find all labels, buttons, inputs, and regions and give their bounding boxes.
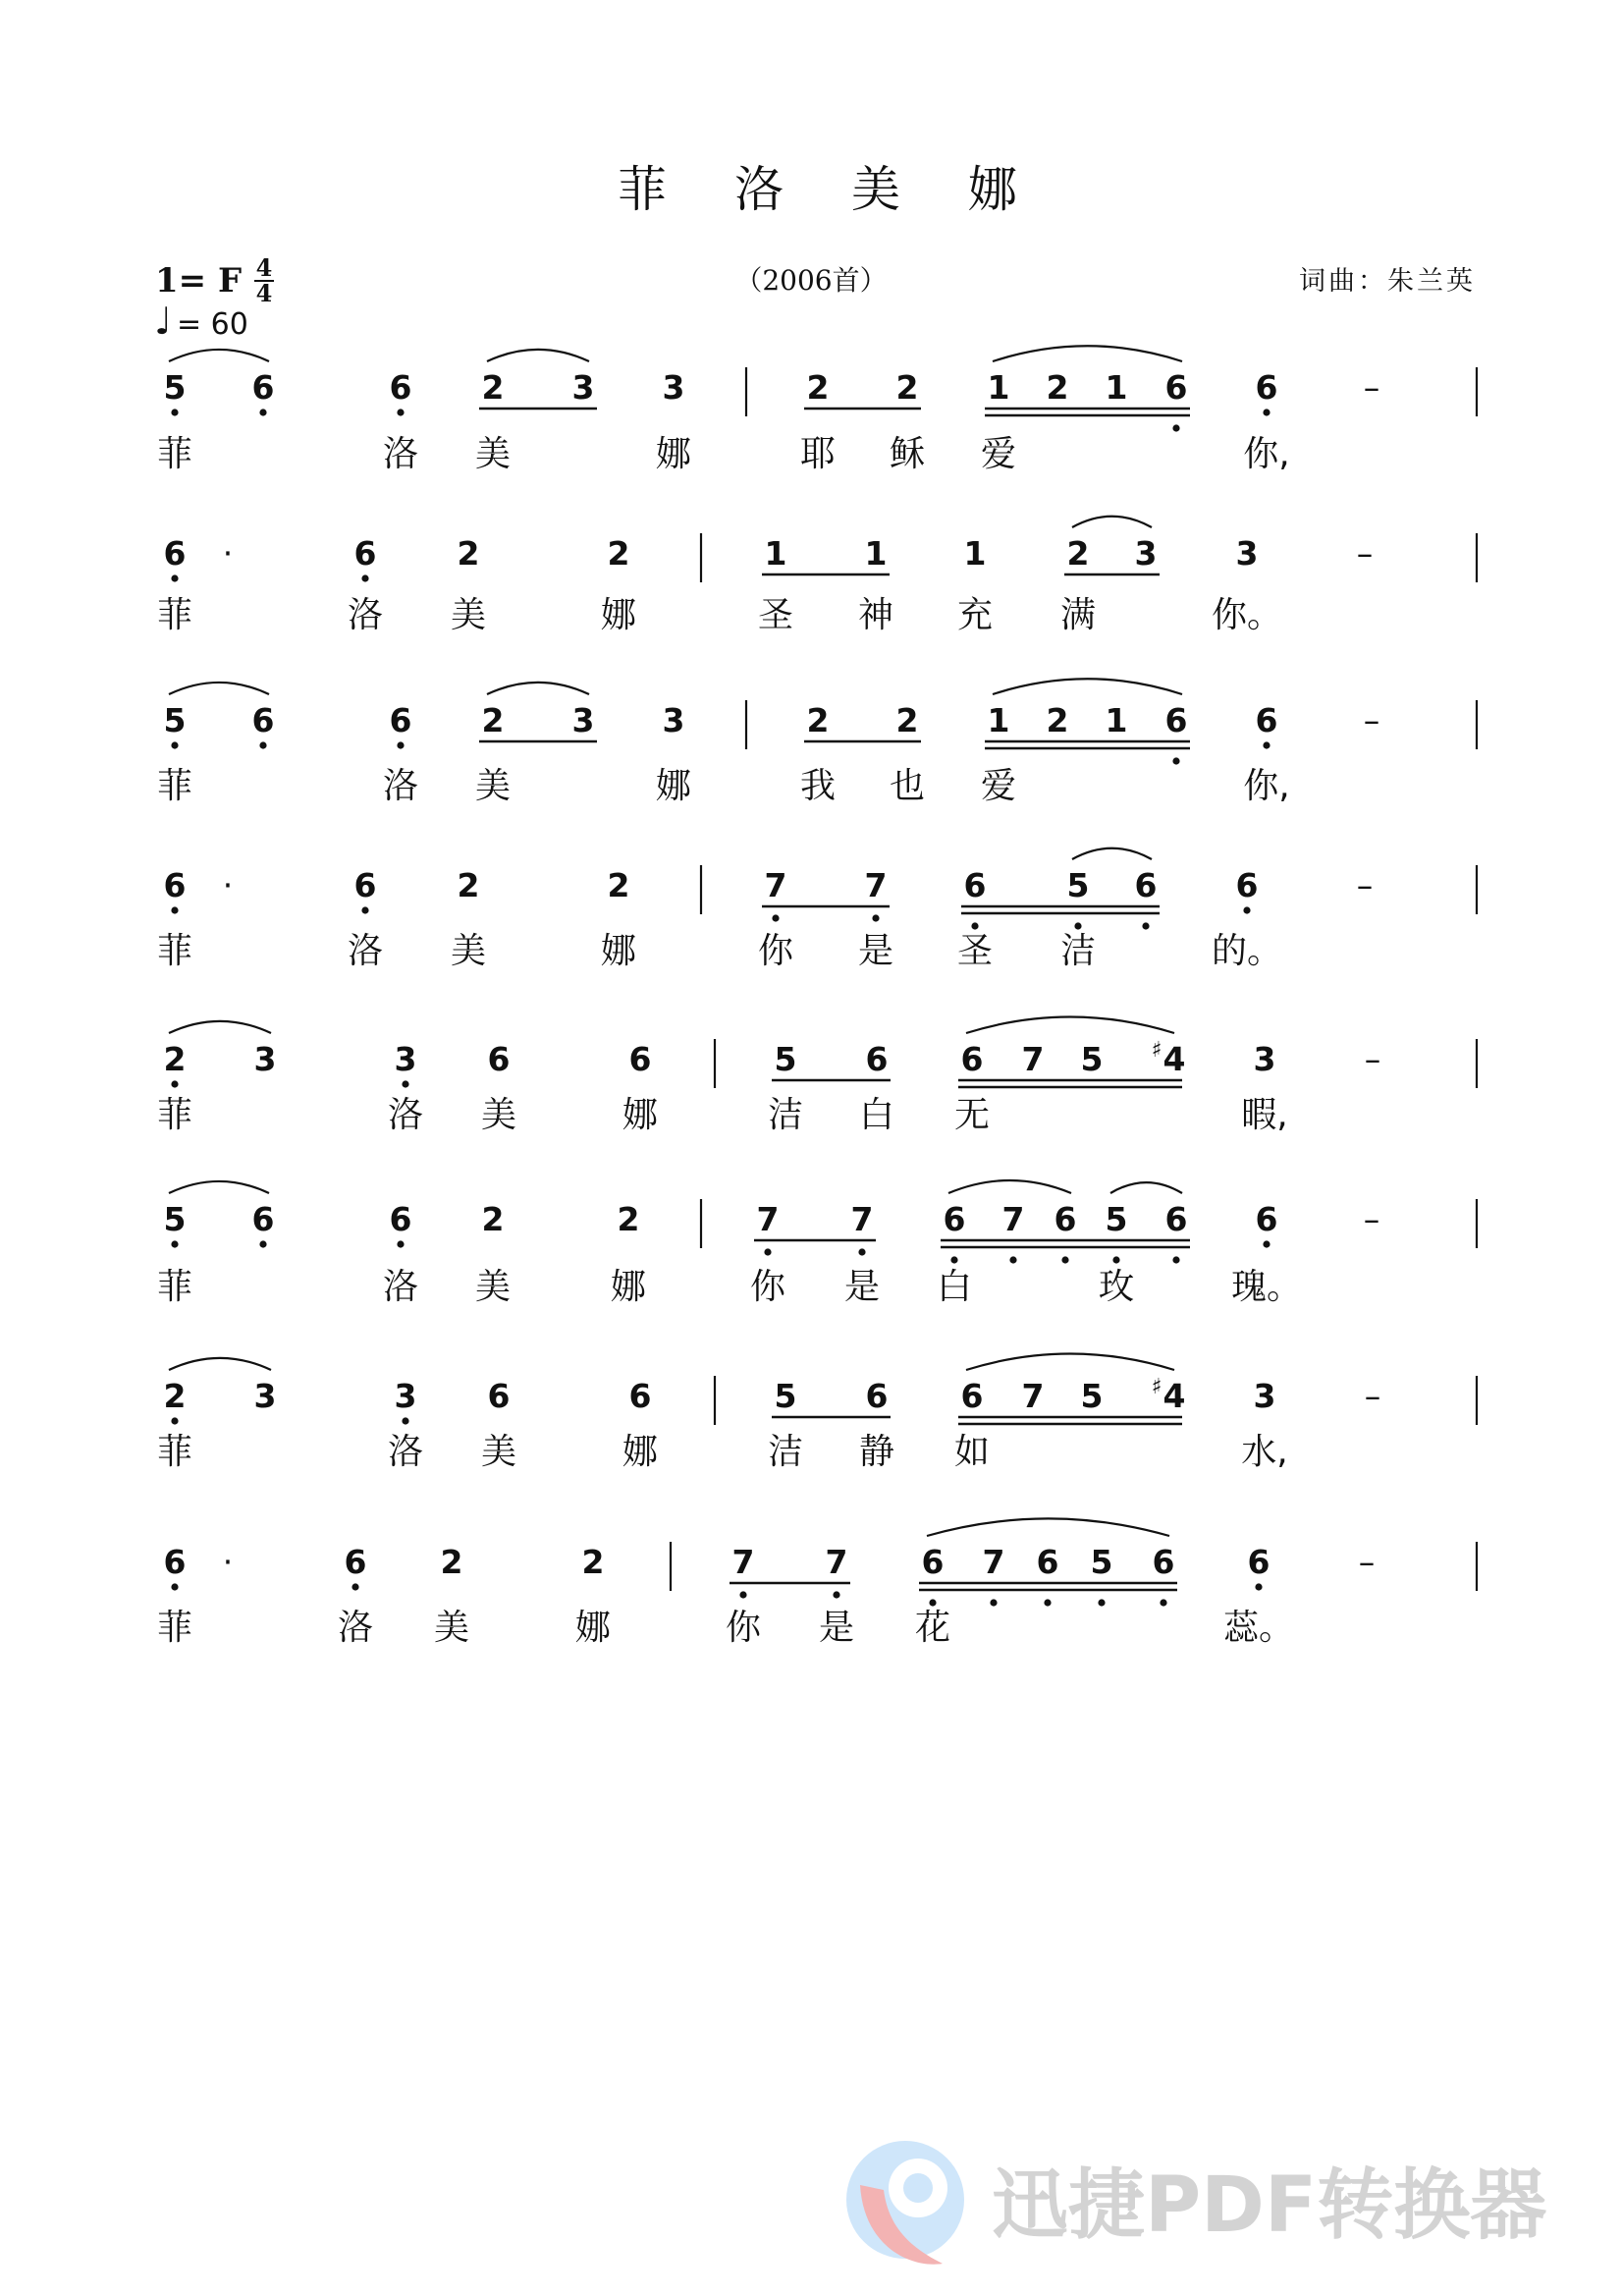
dash-extension: – bbox=[1358, 1543, 1376, 1581]
music-line bbox=[157, 1518, 1477, 1648]
note: 7 bbox=[864, 866, 888, 904]
lyric-syllable: 洛 bbox=[347, 931, 384, 971]
note: 5 bbox=[1066, 866, 1090, 904]
note: 3 bbox=[1253, 1040, 1276, 1078]
note: 5 bbox=[1090, 1543, 1113, 1581]
lyric-syllable: 白 bbox=[858, 1095, 895, 1135]
note: 7 bbox=[825, 1543, 848, 1581]
note: 7 bbox=[982, 1543, 1005, 1581]
low-octave-dot bbox=[1160, 1599, 1166, 1606]
low-octave-dot bbox=[402, 1080, 408, 1087]
lyric-syllable: 蕊。 bbox=[1222, 1608, 1295, 1648]
note: 2 bbox=[440, 1543, 463, 1581]
subtitle: （2006首） bbox=[734, 264, 888, 297]
note: 7 bbox=[731, 1543, 755, 1581]
note: 6 bbox=[960, 1040, 984, 1078]
low-octave-dot bbox=[872, 914, 879, 921]
note: 2 bbox=[607, 866, 630, 904]
low-octave-dot bbox=[858, 1248, 865, 1255]
note: 2 bbox=[581, 1543, 605, 1581]
note: 2 bbox=[1066, 534, 1090, 573]
note: 1 bbox=[987, 368, 1010, 407]
lyric-syllable: 的。 bbox=[1211, 931, 1283, 971]
slur bbox=[966, 1017, 1174, 1033]
note: 4 bbox=[1162, 1377, 1186, 1415]
augmentation-dot: · bbox=[222, 1543, 234, 1581]
note: 2 bbox=[163, 1377, 187, 1415]
header-info bbox=[154, 253, 1476, 343]
note: 2 bbox=[617, 1200, 640, 1238]
lyric-syllable: 美 bbox=[474, 766, 512, 806]
slur bbox=[487, 350, 589, 361]
low-octave-dot bbox=[171, 574, 178, 581]
lyric-syllable: 美 bbox=[480, 1432, 517, 1472]
lyric-syllable: 菲 bbox=[156, 1267, 193, 1307]
music-line bbox=[157, 1180, 1477, 1307]
lyric-syllable: 菲 bbox=[156, 595, 193, 635]
lyric-syllable: 花 bbox=[914, 1608, 951, 1648]
dash-extension: – bbox=[1363, 368, 1380, 407]
note: 6 bbox=[865, 1377, 889, 1415]
note: 3 bbox=[662, 368, 685, 407]
note: 3 bbox=[662, 701, 685, 739]
music-line bbox=[157, 848, 1477, 971]
slur bbox=[993, 679, 1182, 694]
note: 6 bbox=[1235, 866, 1259, 904]
lyric-syllable: 稣 bbox=[889, 434, 926, 474]
low-octave-dot bbox=[1263, 1240, 1270, 1247]
note: 2 bbox=[481, 701, 505, 739]
low-octave-dot bbox=[772, 914, 779, 921]
lyric-syllable: 美 bbox=[474, 1267, 512, 1307]
low-octave-dot bbox=[171, 409, 178, 415]
lyric-syllable: 菲 bbox=[156, 1432, 193, 1472]
lyric-syllable: 洛 bbox=[382, 1267, 419, 1307]
low-octave-dot bbox=[361, 574, 368, 581]
slur bbox=[1110, 1182, 1182, 1193]
low-octave-dot bbox=[1263, 409, 1270, 415]
tempo-marking: = 60 bbox=[177, 307, 248, 342]
note: 6 bbox=[1152, 1543, 1175, 1581]
note: 1 bbox=[1105, 701, 1128, 739]
low-octave-dot bbox=[397, 409, 404, 415]
note: 6 bbox=[487, 1040, 511, 1078]
low-octave-dot bbox=[351, 1583, 358, 1590]
slur bbox=[169, 350, 269, 361]
lyric-syllable: 娜 bbox=[600, 595, 637, 635]
lyric-syllable: 菲 bbox=[156, 931, 193, 971]
note: 3 bbox=[1253, 1377, 1276, 1415]
low-octave-dot bbox=[1255, 1583, 1262, 1590]
note: 6 bbox=[1134, 866, 1158, 904]
note: 2 bbox=[457, 534, 480, 573]
low-octave-dot bbox=[1243, 906, 1250, 913]
lyric-syllable: 是 bbox=[857, 931, 894, 971]
lyric-syllable: 娜 bbox=[610, 1267, 647, 1307]
low-octave-dot bbox=[950, 1256, 957, 1263]
note: 5 bbox=[163, 368, 187, 407]
low-octave-dot bbox=[259, 741, 266, 748]
slur bbox=[948, 1180, 1071, 1193]
song-title bbox=[618, 161, 1017, 218]
slur bbox=[169, 1181, 269, 1193]
note: 4 bbox=[1162, 1040, 1186, 1078]
dash-extension: – bbox=[1364, 1377, 1381, 1415]
dash-extension: – bbox=[1363, 1200, 1380, 1238]
lyric-syllable: 菲 bbox=[156, 1095, 193, 1135]
lyric-syllable: 洛 bbox=[382, 434, 419, 474]
lyric-syllable: 圣 bbox=[757, 595, 794, 635]
lyric-syllable: 菲 bbox=[156, 766, 193, 806]
note: 5 bbox=[163, 701, 187, 739]
title-char: 洛 bbox=[734, 161, 784, 218]
slur bbox=[966, 1354, 1174, 1370]
note: 1 bbox=[764, 534, 787, 573]
note: 6 bbox=[163, 534, 187, 573]
note: 6 bbox=[921, 1543, 945, 1581]
low-octave-dot bbox=[971, 922, 978, 929]
low-octave-dot bbox=[929, 1599, 936, 1606]
lyric-syllable: 是 bbox=[843, 1267, 881, 1307]
music-line bbox=[157, 517, 1477, 635]
lyric-syllable: 娜 bbox=[600, 931, 637, 971]
time-signature-bottom: 4 bbox=[255, 279, 273, 307]
note: 2 bbox=[895, 701, 919, 739]
note: 6 bbox=[1255, 701, 1278, 739]
dash-extension: – bbox=[1363, 701, 1380, 739]
music-lines bbox=[157, 346, 1477, 1648]
note: 5 bbox=[774, 1377, 797, 1415]
low-octave-dot bbox=[1044, 1599, 1051, 1606]
lyric-syllable: 玫 bbox=[1098, 1267, 1135, 1307]
lyric-syllable: 洛 bbox=[387, 1095, 424, 1135]
lyric-syllable: 静 bbox=[858, 1432, 895, 1472]
sharp-sign: ♯ bbox=[1151, 1038, 1162, 1063]
low-octave-dot bbox=[171, 741, 178, 748]
slur bbox=[993, 346, 1182, 361]
lyric-syllable: 菲 bbox=[156, 1608, 193, 1648]
augmentation-dot: · bbox=[222, 866, 234, 904]
note: 2 bbox=[481, 368, 505, 407]
note: 7 bbox=[1021, 1040, 1045, 1078]
low-octave-dot bbox=[1098, 1599, 1105, 1606]
low-octave-dot bbox=[1142, 922, 1149, 929]
note: 6 bbox=[353, 866, 377, 904]
note: 6 bbox=[389, 1200, 412, 1238]
music-line bbox=[157, 1017, 1477, 1135]
lyric-syllable: 洛 bbox=[387, 1432, 424, 1472]
note: 6 bbox=[389, 368, 412, 407]
note: 6 bbox=[251, 701, 275, 739]
lyric-syllable: 也 bbox=[889, 766, 926, 806]
lyric-syllable: 你, bbox=[1243, 434, 1290, 474]
lyric-syllable: 洁 bbox=[1059, 931, 1097, 971]
lyric-syllable: 美 bbox=[450, 595, 487, 635]
lyric-syllable: 美 bbox=[433, 1608, 470, 1648]
slur bbox=[1072, 517, 1152, 527]
low-octave-dot bbox=[397, 1240, 404, 1247]
note: 6 bbox=[1036, 1543, 1059, 1581]
lyric-syllable: 白 bbox=[936, 1267, 973, 1307]
watermark-logo-icon bbox=[846, 2141, 964, 2265]
note: 2 bbox=[481, 1200, 505, 1238]
tempo-note-icon: ♩ bbox=[154, 300, 172, 343]
low-octave-dot bbox=[259, 409, 266, 415]
note: 6 bbox=[960, 1377, 984, 1415]
low-octave-dot bbox=[397, 741, 404, 748]
slur bbox=[169, 1021, 271, 1033]
note: 1 bbox=[1105, 368, 1128, 407]
lyric-syllable: 洛 bbox=[347, 595, 384, 635]
note: 1 bbox=[963, 534, 987, 573]
augmentation-dot: · bbox=[222, 534, 234, 573]
lyric-syllable: 爱 bbox=[980, 766, 1017, 806]
lyric-syllable: 你 bbox=[725, 1608, 762, 1648]
note: 6 bbox=[251, 1200, 275, 1238]
slur bbox=[169, 683, 269, 694]
low-octave-dot bbox=[1172, 424, 1179, 431]
note: 6 bbox=[1255, 1200, 1278, 1238]
title-char: 菲 bbox=[618, 161, 667, 218]
note: 3 bbox=[571, 701, 595, 739]
note: 5 bbox=[163, 1200, 187, 1238]
title-char: 美 bbox=[851, 161, 900, 218]
low-octave-dot bbox=[833, 1591, 839, 1598]
lyric-syllable: 娜 bbox=[655, 434, 692, 474]
low-octave-dot bbox=[171, 1240, 178, 1247]
lyric-syllable: 是 bbox=[818, 1608, 855, 1648]
note: 7 bbox=[1001, 1200, 1025, 1238]
low-octave-dot bbox=[1112, 1256, 1119, 1263]
lyric-syllable: 你 bbox=[757, 931, 794, 971]
sharp-sign: ♯ bbox=[1151, 1375, 1162, 1399]
low-octave-dot bbox=[1172, 757, 1179, 764]
note: 3 bbox=[571, 368, 595, 407]
note: 6 bbox=[251, 368, 275, 407]
dash-extension: – bbox=[1364, 1040, 1381, 1078]
low-octave-dot bbox=[1263, 741, 1270, 748]
note: 7 bbox=[756, 1200, 780, 1238]
lyric-syllable: 美 bbox=[480, 1095, 517, 1135]
slur bbox=[169, 1358, 271, 1370]
lyric-syllable: 你, bbox=[1243, 766, 1290, 806]
lyric-syllable: 爱 bbox=[980, 434, 1017, 474]
lyric-syllable: 娜 bbox=[622, 1432, 659, 1472]
note: 3 bbox=[253, 1377, 277, 1415]
music-line bbox=[157, 1354, 1477, 1472]
lyric-syllable: 洁 bbox=[767, 1432, 804, 1472]
note: 6 bbox=[1255, 368, 1278, 407]
note: 3 bbox=[1134, 534, 1158, 573]
low-octave-dot bbox=[990, 1599, 997, 1606]
low-octave-dot bbox=[739, 1591, 746, 1598]
lyric-syllable: 瑰。 bbox=[1230, 1267, 1303, 1307]
lyric-syllable: 神 bbox=[857, 595, 894, 635]
note: 2 bbox=[163, 1040, 187, 1078]
low-octave-dot bbox=[171, 1417, 178, 1424]
low-octave-dot bbox=[171, 1583, 178, 1590]
lyric-syllable: 娜 bbox=[574, 1608, 612, 1648]
note: 6 bbox=[389, 701, 412, 739]
lyric-syllable: 美 bbox=[450, 931, 487, 971]
slur bbox=[1072, 848, 1152, 859]
lyric-syllable: 你。 bbox=[1211, 595, 1283, 635]
low-octave-dot bbox=[361, 906, 368, 913]
note: 6 bbox=[1164, 1200, 1188, 1238]
note: 2 bbox=[607, 534, 630, 573]
low-octave-dot bbox=[171, 1080, 178, 1087]
lyric-syllable: 我 bbox=[799, 766, 837, 806]
watermark-text: 迅捷PDF转换器 bbox=[992, 2161, 1547, 2250]
author-credit: 词曲：朱兰英 bbox=[1299, 266, 1476, 297]
title-char: 娜 bbox=[968, 161, 1017, 218]
note: 5 bbox=[1080, 1040, 1104, 1078]
note: 2 bbox=[806, 368, 830, 407]
note: 6 bbox=[865, 1040, 889, 1078]
note: 5 bbox=[1080, 1377, 1104, 1415]
low-octave-dot bbox=[1061, 1256, 1068, 1263]
note: 6 bbox=[943, 1200, 966, 1238]
note: 2 bbox=[806, 701, 830, 739]
music-line bbox=[157, 346, 1477, 474]
slur bbox=[927, 1518, 1169, 1536]
lyric-syllable: 无 bbox=[953, 1095, 991, 1135]
note: 7 bbox=[850, 1200, 874, 1238]
lyric-syllable: 你 bbox=[749, 1267, 786, 1307]
lyric-syllable: 水, bbox=[1241, 1432, 1288, 1472]
note: 7 bbox=[1021, 1377, 1045, 1415]
note: 3 bbox=[394, 1377, 417, 1415]
note: 5 bbox=[1105, 1200, 1128, 1238]
lyric-syllable: 如 bbox=[953, 1432, 991, 1472]
music-line bbox=[157, 679, 1477, 806]
lyric-syllable: 洛 bbox=[382, 766, 419, 806]
low-octave-dot bbox=[259, 1240, 266, 1247]
note: 2 bbox=[895, 368, 919, 407]
note: 6 bbox=[1054, 1200, 1077, 1238]
low-octave-dot bbox=[764, 1248, 771, 1255]
note: 3 bbox=[1235, 534, 1259, 573]
lyric-syllable: 充 bbox=[956, 595, 994, 635]
note: 6 bbox=[963, 866, 987, 904]
note: 6 bbox=[487, 1377, 511, 1415]
note: 7 bbox=[764, 866, 787, 904]
dash-extension: – bbox=[1356, 866, 1374, 904]
note: 3 bbox=[394, 1040, 417, 1078]
lyric-syllable: 洁 bbox=[767, 1095, 804, 1135]
lyric-syllable: 美 bbox=[474, 434, 512, 474]
note: 6 bbox=[163, 866, 187, 904]
low-octave-dot bbox=[402, 1417, 408, 1424]
lyric-syllable: 耶 bbox=[799, 434, 837, 474]
note: 6 bbox=[1164, 701, 1188, 739]
lyric-syllable: 圣 bbox=[956, 931, 994, 971]
note: 6 bbox=[163, 1543, 187, 1581]
dash-extension: – bbox=[1356, 534, 1374, 573]
key-signature: 1= F bbox=[155, 261, 243, 301]
note: 1 bbox=[864, 534, 888, 573]
note: 6 bbox=[1247, 1543, 1271, 1581]
note: 5 bbox=[774, 1040, 797, 1078]
note: 1 bbox=[987, 701, 1010, 739]
note: 6 bbox=[344, 1543, 367, 1581]
note: 6 bbox=[628, 1040, 652, 1078]
low-octave-dot bbox=[1172, 1256, 1179, 1263]
watermark bbox=[846, 2141, 1546, 2265]
slur bbox=[487, 683, 589, 694]
lyric-syllable: 菲 bbox=[156, 434, 193, 474]
time-signature-top: 4 bbox=[255, 253, 273, 282]
low-octave-dot bbox=[1009, 1256, 1016, 1263]
note: 3 bbox=[253, 1040, 277, 1078]
low-octave-dot bbox=[171, 906, 178, 913]
lyric-syllable: 满 bbox=[1059, 595, 1097, 635]
lyric-syllable: 娜 bbox=[655, 766, 692, 806]
low-octave-dot bbox=[1074, 922, 1081, 929]
lyric-syllable: 洛 bbox=[337, 1608, 374, 1648]
note: 2 bbox=[457, 866, 480, 904]
note: 6 bbox=[628, 1377, 652, 1415]
lyric-syllable: 暇, bbox=[1241, 1095, 1288, 1135]
note: 6 bbox=[353, 534, 377, 573]
note: 6 bbox=[1164, 368, 1188, 407]
lyric-syllable: 娜 bbox=[622, 1095, 659, 1135]
note: 2 bbox=[1046, 368, 1069, 407]
note: 2 bbox=[1046, 701, 1069, 739]
